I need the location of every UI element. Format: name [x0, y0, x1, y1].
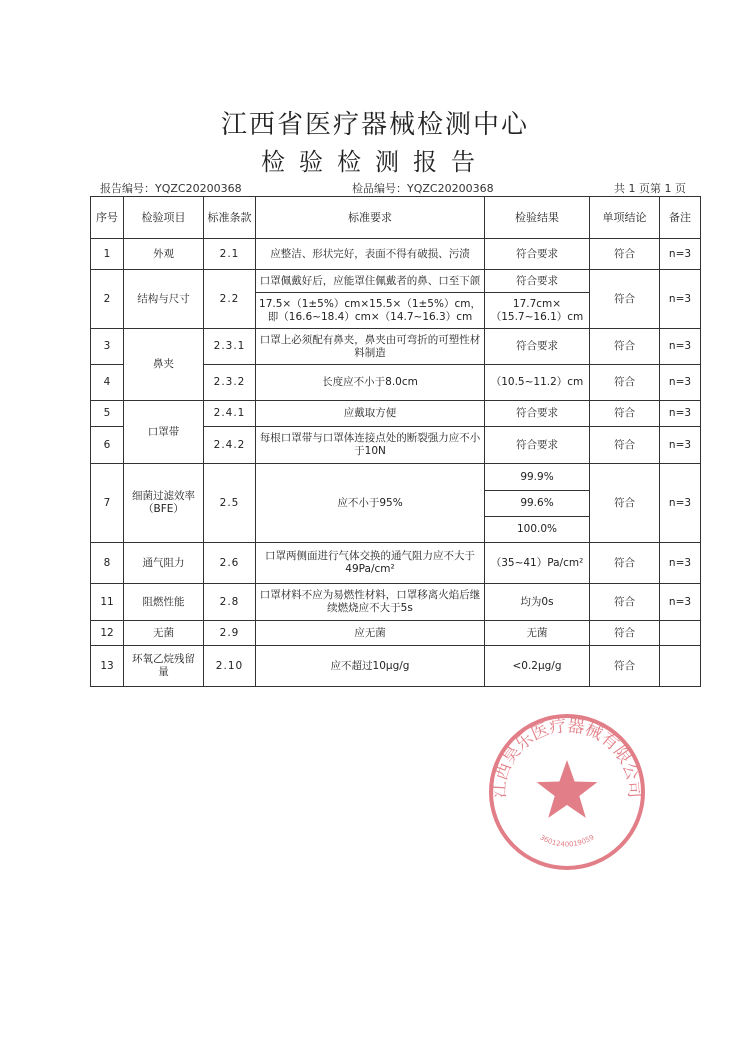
cell-clause: 2.6 [204, 543, 256, 584]
cell-requirement: 口罩上必须配有鼻夹，鼻夹由可弯折的可塑性材料制造 [256, 329, 485, 365]
cell-conclusion: 符合 [590, 329, 660, 365]
cell-result: 符合要求 [485, 427, 590, 464]
cell-conclusion: 符合 [590, 365, 660, 401]
cell-clause: 2.9 [204, 621, 256, 646]
cell-requirement: 口罩材料不应为易燃性材料，口罩移离火焰后继续燃烧应不大于5s [256, 584, 485, 621]
report-number: 报告编号：YQZC20200368 [100, 182, 242, 195]
table-row [91, 464, 701, 491]
cell-conclusion: 符合 [590, 646, 660, 687]
cell-result: <0.2μg/g [485, 646, 590, 687]
cell-item: 无菌 [124, 621, 204, 646]
table-row [91, 543, 701, 584]
cell-result: 均为0s [485, 584, 590, 621]
cell-note: n=3 [660, 401, 701, 427]
cell-seq: 5 [91, 401, 124, 427]
cell-result: 99.9% [485, 464, 590, 491]
cell-clause: 2.2 [204, 270, 256, 329]
cell-requirement: 每根口罩带与口罩体连接点处的断裂强力应不小于10N [256, 427, 485, 464]
cell-clause: 2.3.1 [204, 329, 256, 365]
seal-star-icon [537, 760, 598, 818]
cell-note: n=3 [660, 270, 701, 329]
cell-clause: 2.10 [204, 646, 256, 687]
cell-item: 环氧乙烷残留量 [124, 646, 204, 687]
cell-result: 无菌 [485, 621, 590, 646]
cell-item: 阻燃性能 [124, 584, 204, 621]
cell-result: 99.6% [485, 491, 590, 517]
cell-note: n=3 [660, 543, 701, 584]
cell-clause: 2.4.1 [204, 401, 256, 427]
cell-result: 符合要求 [485, 239, 590, 270]
cell-conclusion: 符合 [590, 427, 660, 464]
cell-note: n=3 [660, 464, 701, 543]
cell-requirement: 应不小于95% [256, 464, 485, 543]
cell-clause: 2.5 [204, 464, 256, 543]
cell-note: n=3 [660, 365, 701, 401]
cell-requirement: 应戴取方便 [256, 401, 485, 427]
cell-item: 细菌过滤效率（BFE） [124, 464, 204, 543]
cell-result: 符合要求 [485, 329, 590, 365]
cell-requirement: 应无菌 [256, 621, 485, 646]
table-row [91, 270, 701, 293]
company-seal [487, 712, 647, 872]
cell-note [660, 621, 701, 646]
cell-conclusion: 符合 [590, 401, 660, 427]
header-item: 检验项目 [124, 197, 204, 239]
cell-requirement: 应不超过10μg/g [256, 646, 485, 687]
cell-note: n=3 [660, 584, 701, 621]
table-row [91, 584, 701, 621]
cell-note: n=3 [660, 427, 701, 464]
cell-item: 通气阻力 [124, 543, 204, 584]
seal-company-name: 江西昊乐医疗器械有限公司 [489, 716, 645, 799]
cell-result: （10.5~11.2）cm [485, 365, 590, 401]
page-info: 共 1 页第 1 页 [614, 182, 686, 195]
cell-seq: 4 [91, 365, 124, 401]
cell-conclusion: 符合 [590, 584, 660, 621]
cell-clause: 2.3.2 [204, 365, 256, 401]
cell-result: 符合要求 [485, 270, 590, 293]
cell-note: n=3 [660, 239, 701, 270]
table-row [91, 401, 701, 427]
cell-seq: 2 [91, 270, 124, 329]
cell-requirement: 17.5×（1±5%）cm×15.5×（1±5%）cm，即（16.6~18.4）cm×（14.7~16.3）cm [256, 293, 485, 329]
seal-number: 3601240019059 [538, 833, 596, 849]
cell-result: 17.7cm×（15.7~16.1）cm [485, 293, 590, 329]
organization-title: 江西省医疗器械检测中心 [220, 110, 529, 140]
cell-result: 100.0% [485, 517, 590, 543]
table-header-row [91, 197, 701, 239]
header-requirement: 标准要求 [256, 197, 485, 239]
cell-clause: 2.1 [204, 239, 256, 270]
cell-conclusion: 符合 [590, 621, 660, 646]
header-note: 备注 [660, 197, 701, 239]
header-seq: 序号 [91, 197, 124, 239]
cell-requirement: 应整洁、形状完好，表面不得有破损、污渍 [256, 239, 485, 270]
table-row [91, 329, 701, 365]
cell-conclusion: 符合 [590, 464, 660, 543]
cell-result: （35~41）Pa/cm² [485, 543, 590, 584]
cell-seq: 1 [91, 239, 124, 270]
cell-seq: 12 [91, 621, 124, 646]
cell-item: 口罩带 [124, 401, 204, 464]
cell-requirement: 口罩佩戴好后，应能罩住佩戴者的鼻、口至下颌 [256, 270, 485, 293]
cell-seq: 6 [91, 427, 124, 464]
cell-requirement: 口罩两侧面进行气体交换的通气阻力应不大于49Pa/cm² [256, 543, 485, 584]
report-title: 检验检测报告 [261, 148, 489, 176]
cell-note: n=3 [660, 329, 701, 365]
table-row [91, 621, 701, 646]
cell-seq: 3 [91, 329, 124, 365]
cell-item: 鼻夹 [124, 329, 204, 401]
cell-seq: 7 [91, 464, 124, 543]
cell-conclusion: 符合 [590, 543, 660, 584]
header-result: 检验结果 [485, 197, 590, 239]
cell-clause: 2.4.2 [204, 427, 256, 464]
cell-clause: 2.8 [204, 584, 256, 621]
cell-conclusion: 符合 [590, 270, 660, 329]
cell-conclusion: 符合 [590, 239, 660, 270]
cell-requirement: 长度应不小于8.0cm [256, 365, 485, 401]
cell-seq: 11 [91, 584, 124, 621]
cell-result: 符合要求 [485, 401, 590, 427]
header-clause: 标准条款 [204, 197, 256, 239]
sample-number: 检品编号：YQZC20200368 [352, 182, 494, 195]
table-row [91, 646, 701, 687]
cell-item: 结构与尺寸 [124, 270, 204, 329]
cell-note [660, 646, 701, 687]
table-row [91, 239, 701, 270]
inspection-table [90, 196, 701, 687]
header-conclusion: 单项结论 [590, 197, 660, 239]
cell-seq: 8 [91, 543, 124, 584]
cell-item: 外观 [124, 239, 204, 270]
cell-seq: 13 [91, 646, 124, 687]
